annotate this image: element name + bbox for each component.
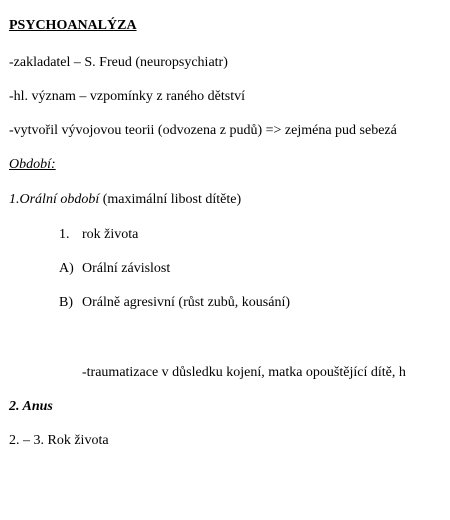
list-item-text: Orálně agresivní (růst zubů, kousání) <box>82 295 290 310</box>
document-title: PSYCHOANALÝZA <box>9 18 137 33</box>
list-marker: 1. <box>59 227 70 242</box>
trauma-line: -traumatizace v důsledku kojení, matka opouštějící dítě, h <box>82 365 406 380</box>
list-item-text: rok života <box>82 227 139 242</box>
anal-period-heading: 2. Anus <box>9 399 53 414</box>
list-marker: B) <box>59 295 73 310</box>
list-marker: A) <box>59 261 74 276</box>
list-item-oral-aggressive <box>59 295 290 311</box>
list-item-oral-dependence <box>59 261 170 277</box>
oral-period-heading: 1.Orální období <box>9 192 100 207</box>
theory-line: -vytvořil vývojovou teorii (odvozena z pudů) => zejména pud sebezá <box>9 123 397 138</box>
meaning-line: -hl. význam – vzpomínky z raného dětství <box>9 89 245 104</box>
periods-heading: Období: <box>9 157 56 172</box>
list-item-year <box>59 227 138 243</box>
founder-line: -zakladatel – S. Freud (neuropsychiatr) <box>9 55 228 70</box>
anal-period-age: 2. – 3. Rok života <box>9 433 109 448</box>
oral-period-note: (maximální libost dítěte) <box>99 192 242 207</box>
oral-period-line <box>9 192 241 208</box>
list-item-text: Orální závislost <box>82 261 171 276</box>
